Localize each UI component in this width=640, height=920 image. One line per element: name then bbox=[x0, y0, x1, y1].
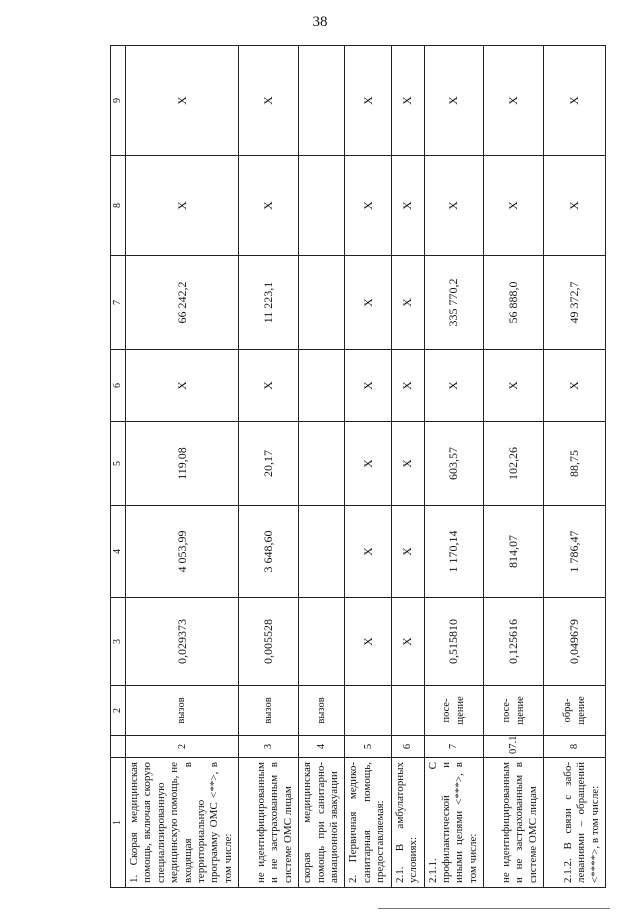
cell-col-9: X bbox=[126, 46, 239, 156]
row-name: 2. Первичная медико-санитарная помощь, предоставляемая: bbox=[345, 758, 391, 888]
cell-col-6: X bbox=[345, 350, 391, 422]
cell-col-4: 814,07 bbox=[484, 506, 544, 598]
cell-col-3: 0,029373 bbox=[126, 598, 239, 686]
row-unit: обра-щение bbox=[544, 686, 606, 736]
table-row bbox=[345, 46, 391, 888]
cell-col-4: 4 053,99 bbox=[126, 506, 239, 598]
cell-col-3 bbox=[299, 598, 345, 686]
cell-col-3: 0,005528 bbox=[239, 598, 299, 686]
cell-col-4: X bbox=[391, 506, 424, 598]
cell-col-8 bbox=[299, 156, 345, 256]
cell-col-4: 1 786,47 bbox=[544, 506, 606, 598]
cell-col-4 bbox=[299, 506, 345, 598]
cell-col-8: X bbox=[239, 156, 299, 256]
header-col-1: 1 bbox=[111, 758, 126, 888]
cell-col-7: X bbox=[345, 256, 391, 350]
cell-col-6: X bbox=[424, 350, 484, 422]
header-col-8: 8 bbox=[111, 156, 126, 256]
row-code: 3 bbox=[239, 736, 299, 758]
row-unit bbox=[345, 686, 391, 736]
header-col-6: 6 bbox=[111, 350, 126, 422]
cell-col-5: X bbox=[345, 422, 391, 506]
cost-standards-table bbox=[110, 45, 606, 888]
scan-edge-line bbox=[378, 908, 610, 909]
cell-col-8: X bbox=[424, 156, 484, 256]
header-col-code bbox=[111, 736, 126, 758]
cell-col-4: X bbox=[345, 506, 391, 598]
cell-col-5: 20,17 bbox=[239, 422, 299, 506]
row-code: 7 bbox=[424, 736, 484, 758]
cell-col-3: 0,049679 bbox=[544, 598, 606, 686]
header-col-4: 4 bbox=[111, 506, 126, 598]
table-row bbox=[239, 46, 299, 888]
cell-col-7: 66 242,2 bbox=[126, 256, 239, 350]
cell-col-7: 49 372,7 bbox=[544, 256, 606, 350]
header-col-2: 2 bbox=[111, 686, 126, 736]
cell-col-8: X bbox=[391, 156, 424, 256]
row-code: 5 bbox=[345, 736, 391, 758]
cell-col-6 bbox=[299, 350, 345, 422]
cell-col-7 bbox=[299, 256, 345, 350]
cell-col-8: X bbox=[126, 156, 239, 256]
cell-col-3: 0,125616 bbox=[484, 598, 544, 686]
cell-col-5: 102,26 bbox=[484, 422, 544, 506]
cell-col-9: X bbox=[544, 46, 606, 156]
row-name: 2.1.2. В связи с забо-леваниями – обращений <****>, в том числе: bbox=[544, 758, 606, 888]
cell-col-7: 335 770,2 bbox=[424, 256, 484, 350]
table-row bbox=[484, 46, 544, 888]
cell-col-5: 119,08 bbox=[126, 422, 239, 506]
cell-col-6: X bbox=[239, 350, 299, 422]
table-row bbox=[299, 46, 345, 888]
cell-col-5 bbox=[299, 422, 345, 506]
row-name: скорая медицинская помощь при санитарно-авиационной эвакуации bbox=[299, 758, 345, 888]
row-unit: вызов bbox=[239, 686, 299, 736]
row-unit: посе-щение bbox=[484, 686, 544, 736]
cell-col-6: X bbox=[391, 350, 424, 422]
cell-col-9: X bbox=[424, 46, 484, 156]
table-row bbox=[424, 46, 484, 888]
row-code: 6 bbox=[391, 736, 424, 758]
row-name: не идентифицированным и не застрахованным в системе ОМС лицам bbox=[239, 758, 299, 888]
cell-col-3: X bbox=[345, 598, 391, 686]
cell-col-6: X bbox=[544, 350, 606, 422]
cell-col-5: 603,57 bbox=[424, 422, 484, 506]
cell-col-7: 56 888,0 bbox=[484, 256, 544, 350]
header-col-9: 9 bbox=[111, 46, 126, 156]
header-col-5: 5 bbox=[111, 422, 126, 506]
cell-col-9: X bbox=[484, 46, 544, 156]
row-unit: посе-щение bbox=[424, 686, 484, 736]
cell-col-3: 0,515810 bbox=[424, 598, 484, 686]
cell-col-9: X bbox=[391, 46, 424, 156]
row-code: 2 bbox=[126, 736, 239, 758]
cell-col-5: 88,75 bbox=[544, 422, 606, 506]
cell-col-4: 1 170,14 bbox=[424, 506, 484, 598]
cell-col-4: 3 648,60 bbox=[239, 506, 299, 598]
rotated-table-container bbox=[110, 66, 601, 888]
cell-col-5: X bbox=[391, 422, 424, 506]
cell-col-3: X bbox=[391, 598, 424, 686]
row-code: 4 bbox=[299, 736, 345, 758]
row-name: 2.1.1. С профилактической и иными целями <***>, в том числе: bbox=[424, 758, 484, 888]
table-row bbox=[544, 46, 606, 888]
cell-col-9: X bbox=[345, 46, 391, 156]
row-unit: вызов bbox=[299, 686, 345, 736]
header-row bbox=[111, 46, 126, 888]
row-code: 07.1 bbox=[484, 736, 544, 758]
cell-col-8: X bbox=[484, 156, 544, 256]
row-code: 8 bbox=[544, 736, 606, 758]
row-name: не идентифицированным и не застрахованным в системе ОМС лицам bbox=[484, 758, 544, 888]
row-name: 2.1. В амбулаторных условиях: bbox=[391, 758, 424, 888]
table-row bbox=[391, 46, 424, 888]
cell-col-7: 11 223,1 bbox=[239, 256, 299, 350]
cell-col-8: X bbox=[345, 156, 391, 256]
cell-col-6: X bbox=[126, 350, 239, 422]
table-row bbox=[126, 46, 239, 888]
header-col-7: 7 bbox=[111, 256, 126, 350]
row-name: 1. Скорая медицинская помощь, включая скорую специализированную медицинскую помощь, не входящая в территориальную программу ОМС <**>, в том числе: bbox=[126, 758, 239, 888]
cell-col-6: X bbox=[484, 350, 544, 422]
row-unit: вызов bbox=[126, 686, 239, 736]
header-col-3: 3 bbox=[111, 598, 126, 686]
row-unit bbox=[391, 686, 424, 736]
cell-col-7: X bbox=[391, 256, 424, 350]
cell-col-9 bbox=[299, 46, 345, 156]
cell-col-8: X bbox=[544, 156, 606, 256]
cell-col-9: X bbox=[239, 46, 299, 156]
page-number: 38 bbox=[312, 14, 328, 30]
